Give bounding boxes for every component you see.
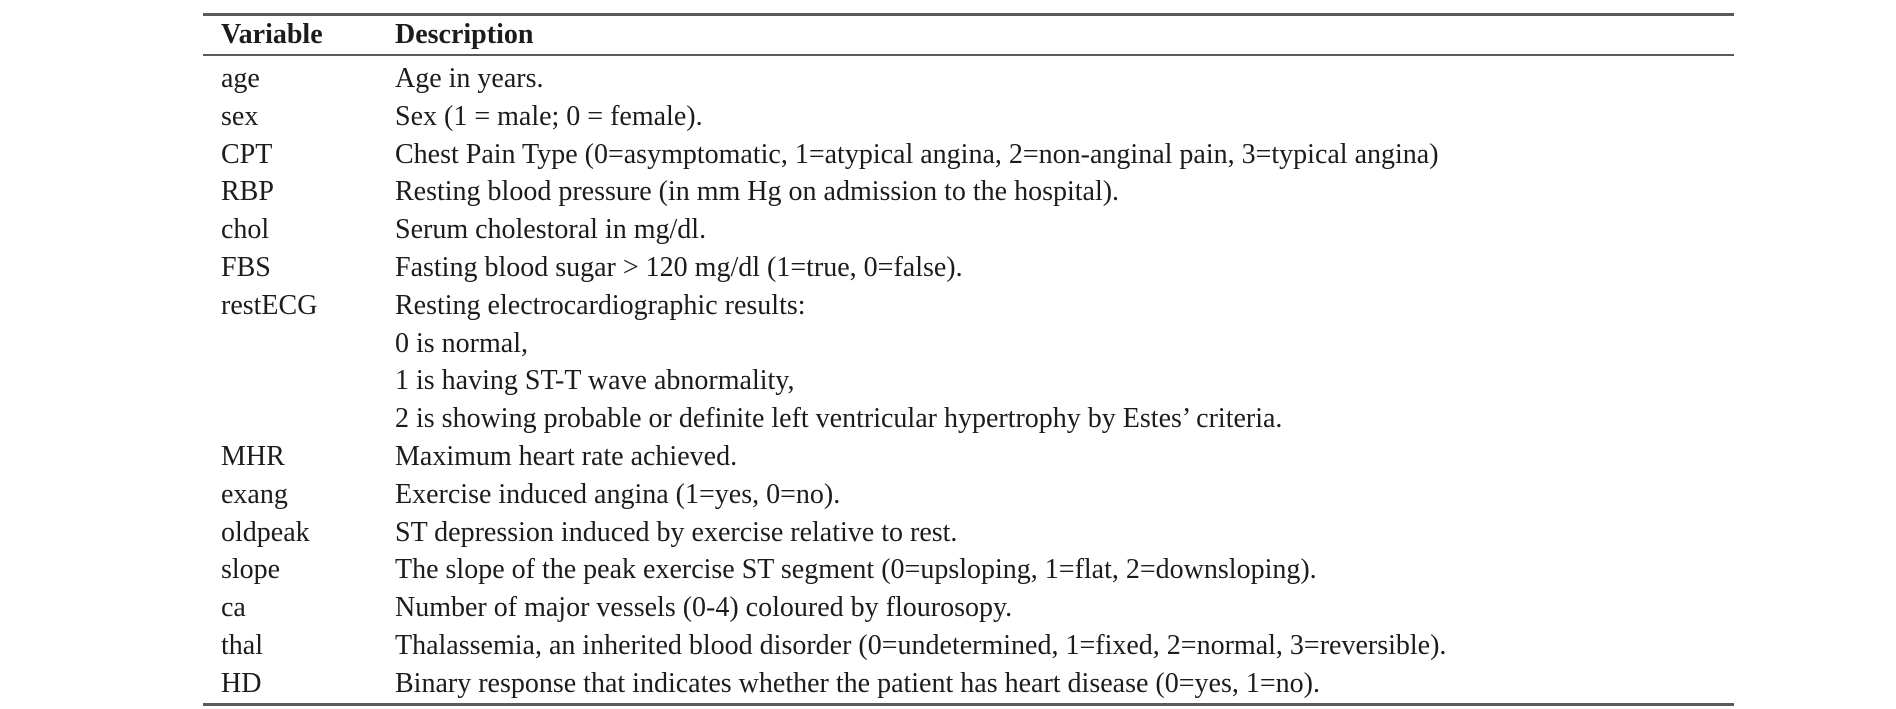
table-row xyxy=(203,551,1734,589)
table-row xyxy=(203,249,1734,287)
description-cell xyxy=(395,287,1734,438)
description-line: Binary response that indicates whether the patient has heart disease (0=yes, 1=no). xyxy=(395,667,1320,699)
table-row xyxy=(203,589,1734,627)
variable-cell: sex xyxy=(221,100,259,132)
description-cell xyxy=(395,665,1734,704)
variable-cell: exang xyxy=(221,478,288,510)
description-line: Chest Pain Type (0=asymptomatic, 1=atypical angina, 2=non-anginal pain, 3=typical angina) xyxy=(395,138,1439,170)
description-line: Fasting blood sugar > 120 mg/dl (1=true, 0=false). xyxy=(395,251,963,283)
table-row xyxy=(203,55,1734,98)
table-row xyxy=(203,665,1734,704)
description-cell xyxy=(395,514,1734,552)
variable-cell: oldpeak xyxy=(221,516,310,548)
variable-cell: RBP xyxy=(221,176,274,208)
description-cell xyxy=(395,627,1734,665)
description-line: Exercise induced angina (1=yes, 0=no). xyxy=(395,478,841,510)
variable-description-table xyxy=(203,13,1734,706)
description-line: 2 is showing probable or definite left ventricular hypertrophy by Estes’ criteria. xyxy=(395,403,1283,435)
description-line: Resting electrocardiographic results: xyxy=(395,289,806,321)
table-row xyxy=(203,627,1734,665)
description-cell xyxy=(395,438,1734,476)
description-cell xyxy=(395,476,1734,514)
variable-cell: MHR xyxy=(221,440,285,472)
table-header xyxy=(203,15,1734,56)
variable-cell: CPT xyxy=(221,138,273,170)
table-row xyxy=(203,98,1734,136)
variable-cell: FBS xyxy=(221,251,271,283)
description-line: 0 is normal, xyxy=(395,327,528,359)
description-cell xyxy=(395,98,1734,136)
description-cell xyxy=(395,211,1734,249)
description-line: Age in years. xyxy=(395,63,544,94)
variable-cell: HD xyxy=(221,667,262,699)
table-row xyxy=(203,136,1734,174)
description-cell xyxy=(395,136,1734,174)
description-cell xyxy=(395,173,1734,211)
description-line: 1 is having ST-T wave abnormality, xyxy=(395,365,795,397)
description-cell xyxy=(395,55,1734,98)
description-line: Sex (1 = male; 0 = female). xyxy=(395,100,703,132)
description-line: Thalassemia, an inherited blood disorder (0=undetermined, 1=fixed, 2=normal, 3=reversible). xyxy=(395,629,1447,661)
table-row xyxy=(203,514,1734,552)
table-row xyxy=(203,211,1734,249)
table-row xyxy=(203,438,1734,476)
variable-cell: restECG xyxy=(221,289,318,321)
description-line: Resting blood pressure (in mm Hg on admission to the hospital). xyxy=(395,176,1120,208)
variable-cell: ca xyxy=(221,592,246,624)
table-row xyxy=(203,173,1734,211)
description-cell xyxy=(395,551,1734,589)
table-row xyxy=(203,287,1734,438)
table-body xyxy=(203,55,1734,704)
column-header-description: Description xyxy=(395,15,1734,56)
variable-cell: slope xyxy=(221,554,281,586)
column-header-variable: Variable xyxy=(203,15,395,56)
variable-cell: chol xyxy=(221,214,270,246)
description-cell xyxy=(395,589,1734,627)
header-row xyxy=(203,15,1734,56)
description-cell xyxy=(395,249,1734,287)
table-row xyxy=(203,476,1734,514)
variable-cell: age xyxy=(221,63,260,94)
description-line: Serum cholestoral in mg/dl. xyxy=(395,214,707,246)
variable-cell: thal xyxy=(221,629,263,661)
description-line: ST depression induced by exercise relative to rest. xyxy=(395,516,958,548)
description-line: Number of major vessels (0-4) coloured by flourosopy. xyxy=(395,592,1013,624)
description-line: Maximum heart rate achieved. xyxy=(395,440,738,472)
description-line: The slope of the peak exercise ST segment (0=upsloping, 1=flat, 2=downsloping). xyxy=(395,554,1317,586)
